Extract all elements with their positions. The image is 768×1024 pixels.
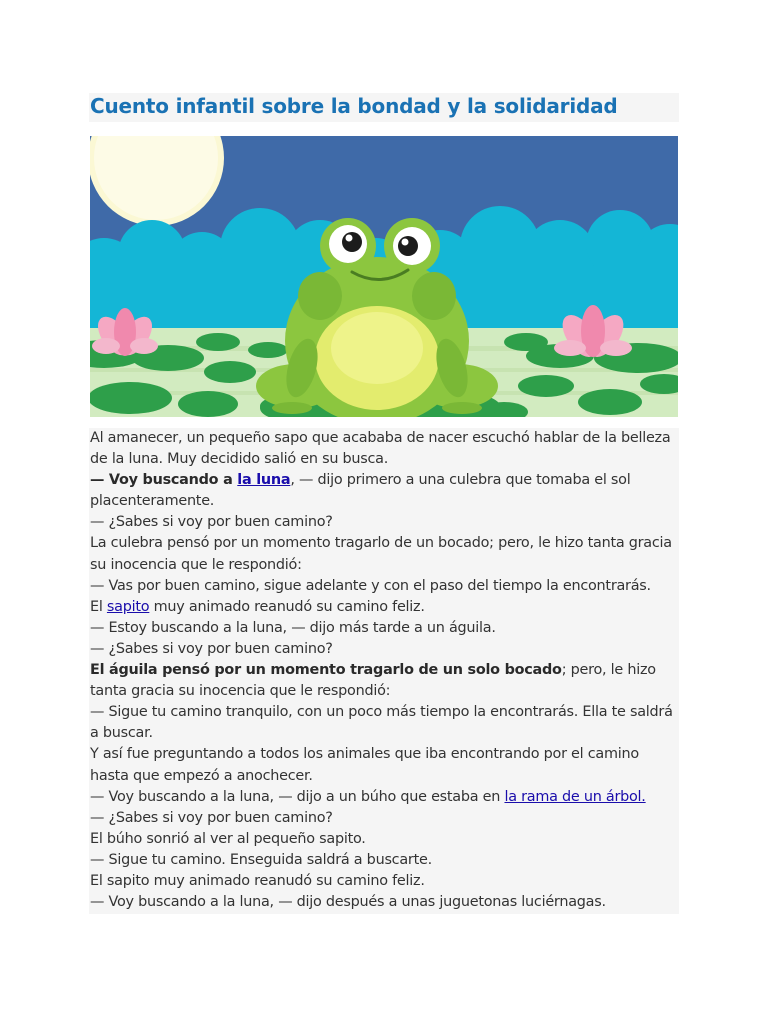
story-text-span: El [90, 598, 107, 615]
illustration-svg [90, 136, 678, 417]
link-sapito[interactable]: sapito [106, 598, 150, 615]
story-paragraph: — Sigue tu camino tranquilo, con un poco más tiempo la encontrarás. Ella te saldrá a buscar. [90, 704, 673, 742]
story-text [89, 428, 679, 914]
story-paragraph: La culebra pensó por un momento tragarlo de un bocado; pero, le hizo tanta gracia su inocencia que le respondió: [90, 535, 672, 573]
frog-under-moon-illustration [90, 136, 678, 417]
story-paragraph: — Voy buscando a la luna, — dijo después a unas juguetonas luciérnagas. [90, 894, 606, 911]
link-la-rama-de-un-arbol[interactable]: la rama de un árbol. [504, 788, 646, 805]
story-paragraph: El búho sonrió al ver al pequeño sapito. [90, 830, 366, 847]
article-title: Cuento infantil sobre la bondad y la solidaridad [90, 94, 618, 118]
story-paragraph: — Estoy buscando a la luna, — dijo más tarde a un águila. [90, 619, 496, 636]
link-la-luna[interactable]: la luna [237, 472, 291, 489]
story-text-span: muy animado reanudó su camino feliz. [149, 598, 425, 615]
story-paragraph [90, 597, 678, 618]
story-paragraph: — ¿Sabes si voy por buen camino? [90, 514, 333, 531]
title-bar [89, 93, 679, 122]
bold-text: El águila pensó por un momento tragarlo de un solo bocado [90, 662, 562, 679]
story-paragraph: Al amanecer, un pequeño sapo que acababa de nacer escuchó hablar de la belleza de la luna. Muy decidido salió en su busca. [90, 430, 671, 468]
story-paragraph [90, 787, 678, 808]
story-paragraph: — ¿Sabes si voy por buen camino? [90, 640, 333, 657]
story-paragraph: Y así fue preguntando a todos los animales que iba encontrando por el camino hasta que empezó a anochecer. [90, 746, 639, 784]
story-paragraph: — ¿Sabes si voy por buen camino? [90, 809, 333, 826]
story-paragraph: El sapito muy animado reanudó su camino feliz. [90, 872, 425, 889]
bold-text: — Voy buscando a [90, 472, 238, 489]
story-text-span: — Voy buscando a la luna, — dijo a un búho que estaba en [90, 788, 505, 805]
story-paragraph [90, 470, 678, 512]
story-text-span: , — dijo primero a una culebra que tomaba el sol placenteramente. [90, 472, 631, 510]
story-paragraph [90, 660, 678, 702]
story-paragraph: — Sigue tu camino. Enseguida saldrá a buscarte. [90, 851, 432, 868]
story-text-span: ; pero, le hizo tanta gracia su inocencia que le respondió: [90, 662, 656, 700]
story-paragraph: — Vas por buen camino, sigue adelante y con el paso del tiempo la encontrarás. [90, 577, 651, 594]
